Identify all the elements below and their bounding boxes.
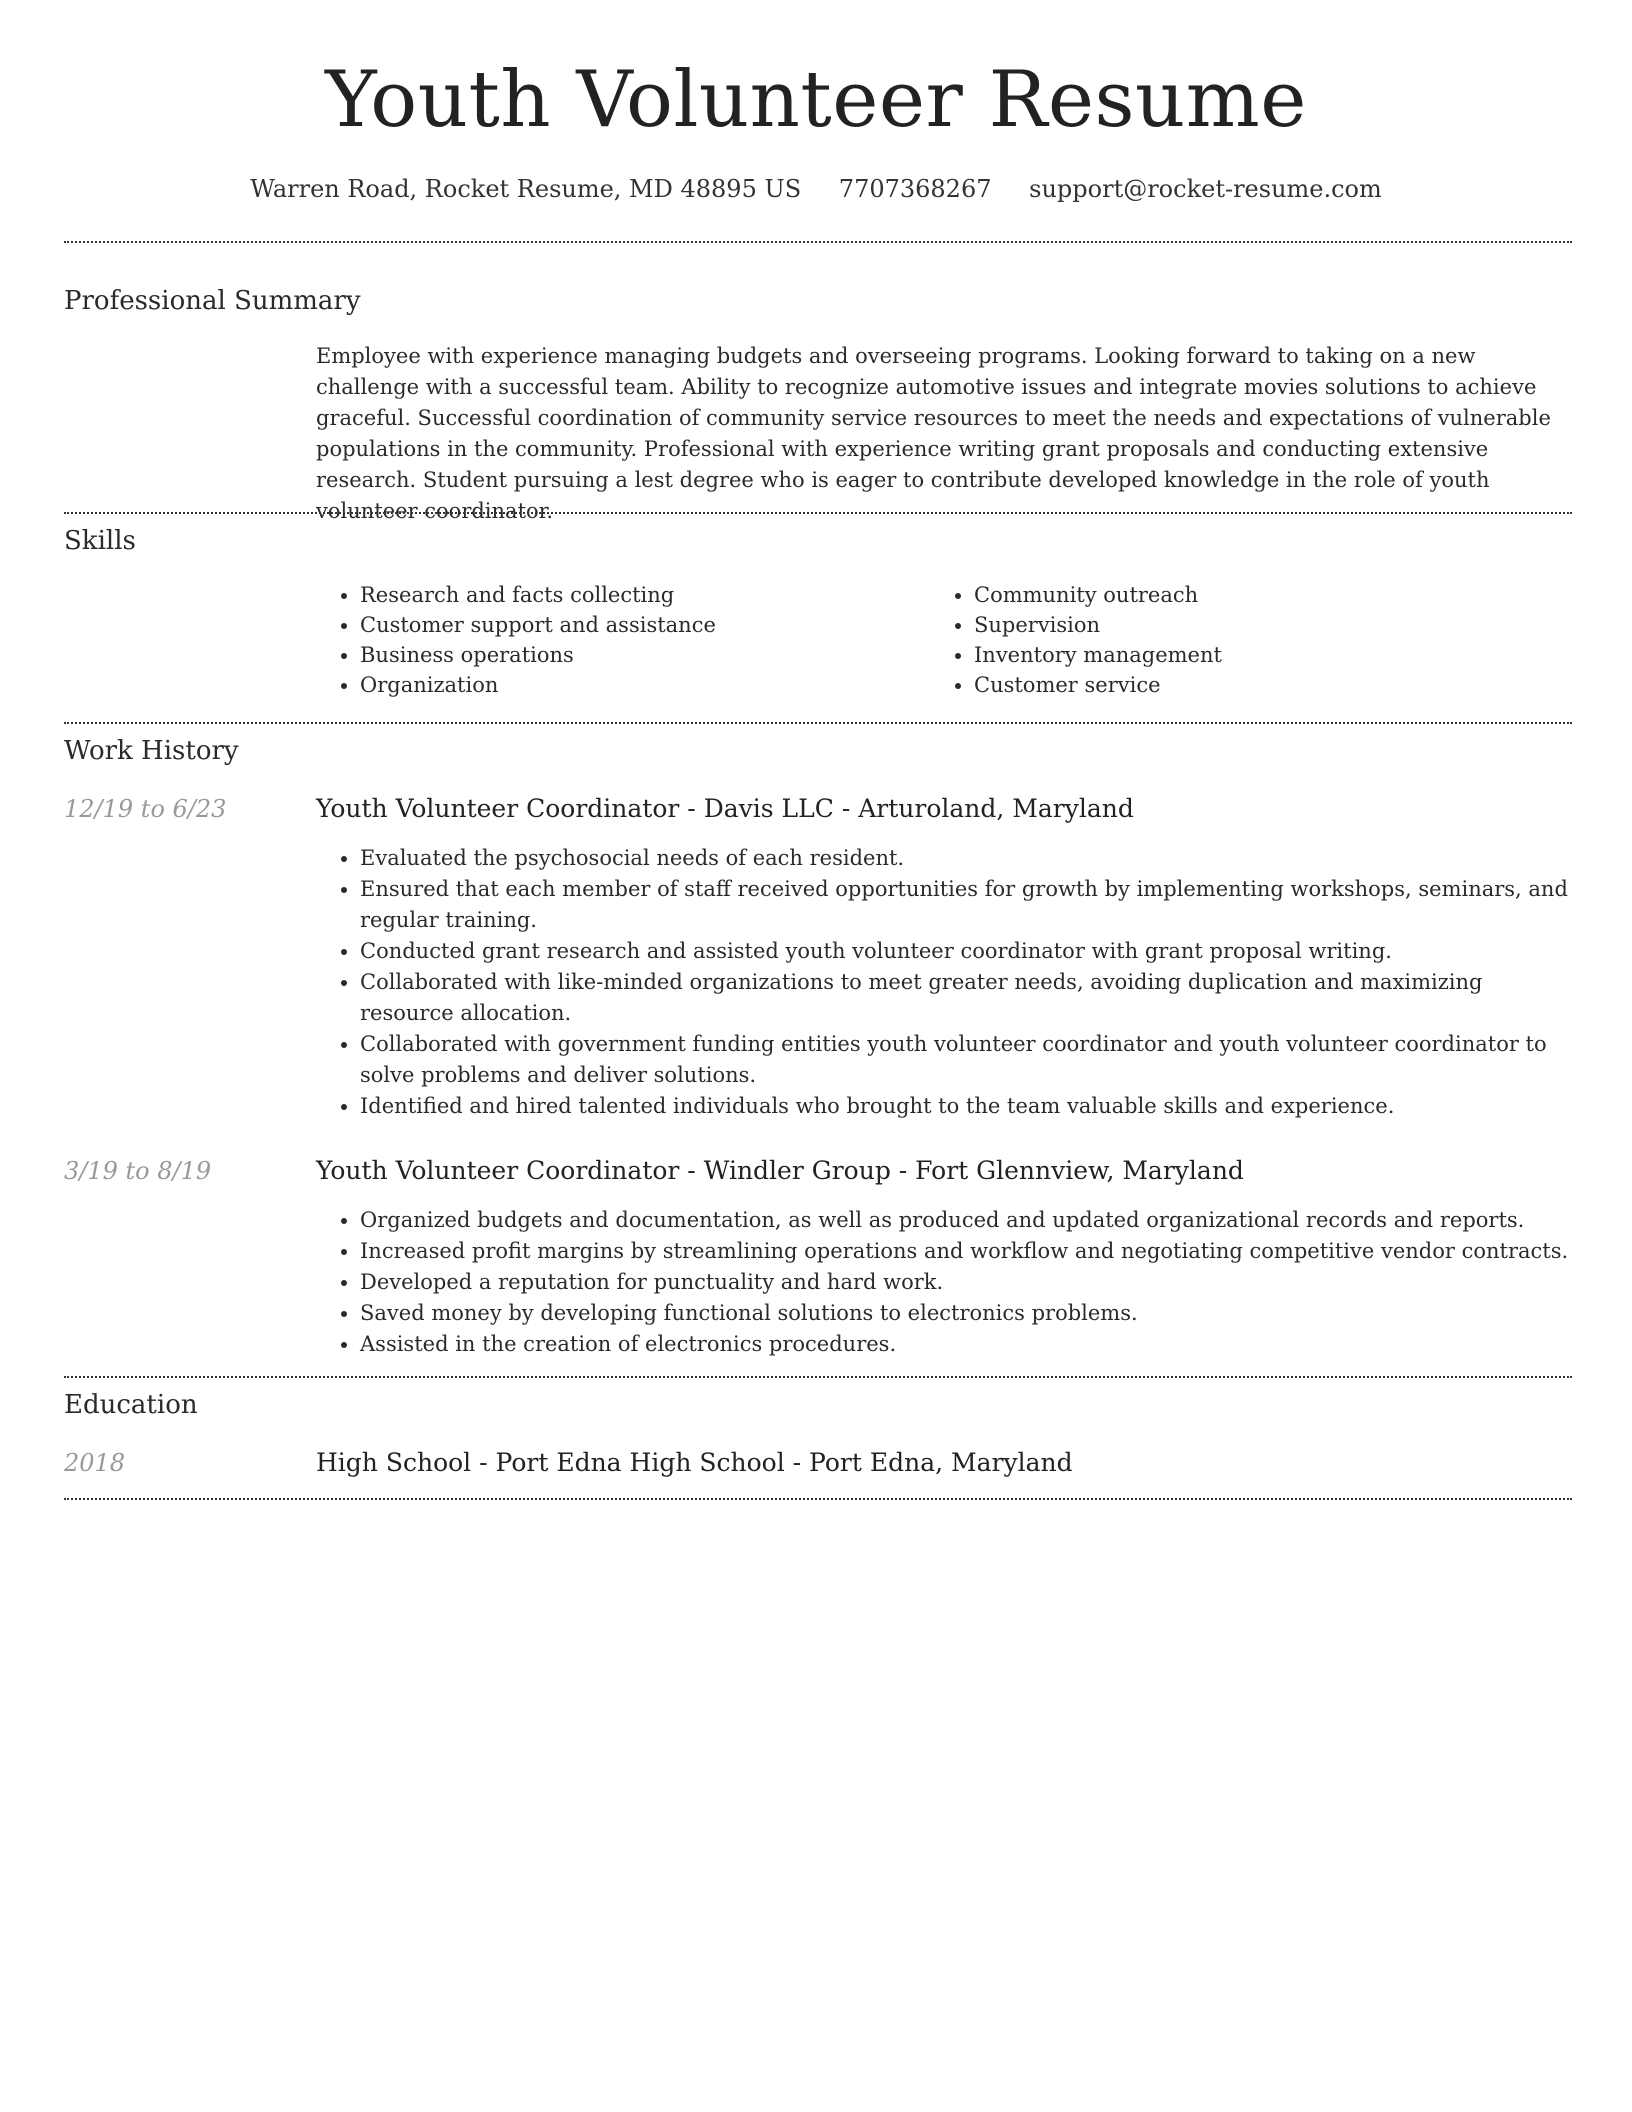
work-heading: Work History xyxy=(64,736,239,766)
summary-heading: Professional Summary xyxy=(64,286,361,316)
job-bullet: • Ensured that each member of staff received opportunities for growth by implementing workshops, seminars, and regular training. xyxy=(360,874,1576,936)
skills-section xyxy=(316,580,1576,704)
skills-heading: Skills xyxy=(64,526,136,556)
job-bullet: • Organized budgets and documentation, as well as produced and updated organizational records and reports. xyxy=(360,1205,1576,1236)
skills-list-right xyxy=(930,580,1530,700)
contact-email: support@rocket-resume.com xyxy=(1029,175,1382,203)
job-title: Youth Volunteer Coordinator - Windler Group - Fort Glennview, Maryland xyxy=(316,1156,1244,1185)
resume-title: Youth Volunteer Resume xyxy=(325,55,1307,145)
divider xyxy=(64,722,1572,724)
skill-item: • Business operations xyxy=(360,640,916,670)
job-bullet: • Developed a reputation for punctuality and hard work. xyxy=(360,1267,1576,1298)
divider xyxy=(64,512,1572,514)
skill-item: • Inventory management xyxy=(974,640,1530,670)
skill-item: • Customer support and assistance xyxy=(360,610,916,640)
contact-address: Warren Road, Rocket Resume, MD 48895 US xyxy=(250,175,802,203)
education-entry: High School - Port Edna High School - Port Edna, Maryland xyxy=(316,1448,1073,1477)
divider xyxy=(64,1376,1572,1378)
education-heading: Education xyxy=(64,1390,198,1420)
job-dates: 12/19 to 6/23 xyxy=(64,795,227,823)
skill-item: • Supervision xyxy=(974,610,1530,640)
job-bullet: • Collaborated with government funding entities youth volunteer coordinator and youth volunteer coordinator to solve problems and deliver solutions. xyxy=(360,1029,1576,1091)
job-bullet: • Assisted in the creation of electronics procedures. xyxy=(360,1329,1576,1360)
job-bullet: • Evaluated the psychosocial needs of each resident. xyxy=(360,843,1576,874)
skill-item: • Customer service xyxy=(974,670,1530,700)
job-title: Youth Volunteer Coordinator - Davis LLC - Arturoland, Maryland xyxy=(316,794,1134,823)
summary-text: Employee with experience managing budgets and overseeing programs. Looking forward to taking on a new challenge with a successful team. Ability to recognize automotive issues and integrate movies solutions to achieve graceful. Successful coordination of community service resources to meet the needs and expectations of vulnerable populations in the community. Professional with experience writing grant proposals and conducting extensive research. Student pursuing a lest degree who is eager to contribute developed knowledge in the role of youth volunteer coordinator. xyxy=(316,344,1551,523)
job-bullet: • Increased profit margins by streamlining operations and workflow and negotiating competitive vendor contracts. xyxy=(360,1236,1576,1267)
job-bullet: • Conducted grant research and assisted youth volunteer coordinator with grant proposal writing. xyxy=(360,936,1576,967)
job-dates: 3/19 to 8/19 xyxy=(64,1157,212,1185)
divider xyxy=(64,1498,1572,1500)
summary-section xyxy=(316,341,1576,527)
job-bullet: • Collaborated with like-minded organizations to meet greater needs, avoiding duplication and maximizing resource allocation. xyxy=(360,967,1576,1029)
skill-item: • Organization xyxy=(360,670,916,700)
job-bullet: • Saved money by developing functional solutions to electronics problems. xyxy=(360,1298,1576,1329)
skills-list-left xyxy=(316,580,916,700)
contact-line xyxy=(0,172,1632,206)
divider xyxy=(64,241,1572,243)
job-bullets xyxy=(316,843,1576,1122)
skill-item: • Community outreach xyxy=(974,580,1530,610)
education-year: 2018 xyxy=(64,1449,126,1477)
job-bullet: • Identified and hired talented individuals who brought to the team valuable skills and experience. xyxy=(360,1091,1576,1122)
skills-column-left xyxy=(316,580,916,700)
job-bullets xyxy=(316,1205,1576,1360)
contact-phone: 7707368267 xyxy=(838,175,992,203)
skill-item: • Research and facts collecting xyxy=(360,580,916,610)
skills-column-right xyxy=(930,580,1530,700)
